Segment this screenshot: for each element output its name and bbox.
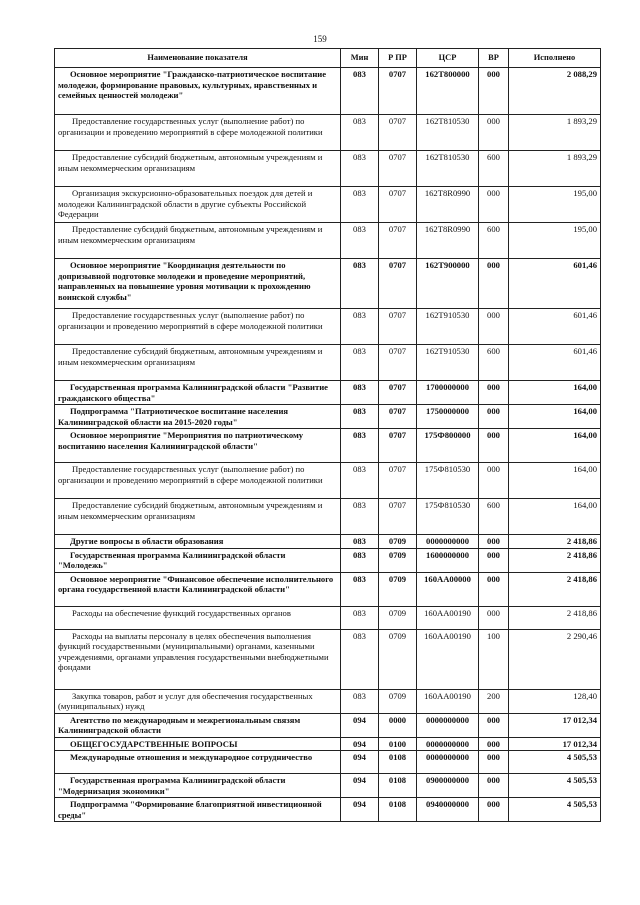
row-min: 083 [341,629,379,689]
row-name: Расходы на выплаты персоналу в целях обеспечения выполнения функций государственными (муниципальными) органами, казенными учреждениями, органами управления государственными внебюджетными фондами [55,629,341,689]
row-name: Закупка товаров, работ и услуг для обеспечения государственных (муниципальных) нужд [55,689,341,713]
row-vr: 000 [479,463,509,499]
table-row [55,737,601,751]
row-name: Основное мероприятие "Мероприятия по патриотическому воспитанию населения Калининградской области" [55,429,341,463]
row-value: 601,46 [509,259,601,309]
table-row [55,751,601,774]
row-min: 083 [341,187,379,223]
row-min: 083 [341,223,379,259]
row-vr: 000 [479,381,509,405]
row-rpr: 0707 [379,259,417,309]
row-min: 083 [341,429,379,463]
row-name: Государственная программа Калининградской области "Развитие гражданского общества" [55,381,341,405]
row-vr: 000 [479,751,509,774]
row-min: 083 [341,151,379,187]
header-row [55,49,601,68]
row-min: 083 [341,259,379,309]
row-name: Предоставление субсидий бюджетным, автономным учреждениям и иным некоммерческим организациям [55,345,341,381]
row-value: 17 012,34 [509,737,601,751]
row-csr: 160АА00190 [417,606,479,629]
row-rpr: 0709 [379,535,417,549]
row-vr: 000 [479,713,509,737]
table-row [55,381,601,405]
row-min: 083 [341,405,379,429]
row-name: Другие вопросы в области образования [55,535,341,549]
table-row [55,535,601,549]
row-value: 128,40 [509,689,601,713]
row-min: 083 [341,548,379,572]
row-csr: 162Т900000 [417,259,479,309]
row-name: Международные отношения и международное сотрудничество [55,751,341,774]
row-vr: 100 [479,629,509,689]
row-rpr: 0707 [379,345,417,381]
row-rpr: 0707 [379,187,417,223]
row-min: 083 [341,463,379,499]
row-vr: 600 [479,499,509,535]
row-min: 094 [341,751,379,774]
table-row [55,151,601,187]
row-value: 195,00 [509,223,601,259]
row-value: 2 088,29 [509,68,601,115]
row-value: 164,00 [509,381,601,405]
row-vr: 000 [479,259,509,309]
table-row [55,223,601,259]
row-csr: 162Т8R0990 [417,187,479,223]
table-row [55,429,601,463]
row-csr: 175Ф800000 [417,429,479,463]
row-rpr: 0108 [379,798,417,822]
row-csr: 0000000000 [417,535,479,549]
row-min: 083 [341,381,379,405]
row-name: Государственная программа Калининградской области "Молодежь" [55,548,341,572]
row-value: 601,46 [509,345,601,381]
row-min: 083 [341,535,379,549]
row-min: 083 [341,606,379,629]
row-min: 083 [341,689,379,713]
row-vr: 000 [479,309,509,345]
row-min: 083 [341,68,379,115]
row-name: Предоставление государственных услуг (выполнение работ) по организации и проведению мероприятий в сфере молодежной политики [55,463,341,499]
row-value: 2 418,86 [509,548,601,572]
row-csr: 0000000000 [417,751,479,774]
table-row [55,629,601,689]
row-min: 083 [341,499,379,535]
row-name: Основное мероприятие "Координация деятельности по допризывной подготовке молодежи и проведение мероприятий, направленных на повышение уровня мотивации к прохождению воинской службы" [55,259,341,309]
row-csr: 160АА00190 [417,689,479,713]
row-vr: 000 [479,535,509,549]
row-csr: 162Т810530 [417,115,479,151]
row-value: 2 418,86 [509,606,601,629]
row-value: 164,00 [509,463,601,499]
row-rpr: 0108 [379,774,417,798]
row-csr: 160АА00000 [417,572,479,606]
row-value: 1 893,29 [509,151,601,187]
row-csr: 162Т800000 [417,68,479,115]
table-row [55,463,601,499]
row-rpr: 0707 [379,309,417,345]
row-name: Основное мероприятие "Финансовое обеспечение исполнительного органа государственной власти Калининградской области" [55,572,341,606]
header-csr: ЦСР [417,49,479,68]
table-row [55,548,601,572]
row-vr: 600 [479,345,509,381]
header-rpr: Р ПР [379,49,417,68]
row-value: 164,00 [509,405,601,429]
table-row [55,689,601,713]
header-name: Наименование показателя [55,49,341,68]
row-csr: 0000000000 [417,713,479,737]
page-number: 159 [313,34,327,44]
row-vr: 000 [479,68,509,115]
row-rpr: 0709 [379,689,417,713]
row-rpr: 0709 [379,629,417,689]
row-name: Предоставление государственных услуг (выполнение работ) по организации и проведению мероприятий в сфере молодежной политики [55,309,341,345]
budget-table [54,48,601,822]
row-csr: 162Т8R0990 [417,223,479,259]
table-row [55,309,601,345]
row-vr: 000 [479,737,509,751]
row-name: Предоставление субсидий бюджетным, автономным учреждениям и иным некоммерческим организациям [55,499,341,535]
row-csr: 175Ф810530 [417,463,479,499]
row-name: Предоставление субсидий бюджетным, автономным учреждениям и иным некоммерческим организациям [55,223,341,259]
row-rpr: 0707 [379,429,417,463]
row-rpr: 0709 [379,548,417,572]
row-min: 083 [341,115,379,151]
row-csr: 162Т910530 [417,345,479,381]
row-rpr: 0707 [379,223,417,259]
row-vr: 000 [479,187,509,223]
row-csr: 162Т810530 [417,151,479,187]
row-csr: 162Т910530 [417,309,479,345]
row-rpr: 0707 [379,115,417,151]
row-name: Подпрограмма "Патриотическое воспитание населения Калининградской области на 2015-2020 годы" [55,405,341,429]
row-name: Предоставление субсидий бюджетным, автономным учреждениям и иным некоммерческим организациям [55,151,341,187]
row-min: 094 [341,774,379,798]
row-vr: 000 [479,548,509,572]
header-min: Мин [341,49,379,68]
row-vr: 600 [479,151,509,187]
row-rpr: 0707 [379,68,417,115]
row-csr: 0000000000 [417,737,479,751]
row-csr: 1750000000 [417,405,479,429]
row-rpr: 0707 [379,151,417,187]
row-csr: 1700000000 [417,381,479,405]
row-name: Предоставление государственных услуг (выполнение работ) по организации и проведению мероприятий в сфере молодежной политики [55,115,341,151]
row-value: 1 893,29 [509,115,601,151]
row-rpr: 0709 [379,606,417,629]
row-rpr: 0108 [379,751,417,774]
row-csr: 0900000000 [417,774,479,798]
row-value: 164,00 [509,499,601,535]
row-vr: 200 [479,689,509,713]
table-row [55,68,601,115]
header-vr: ВР [479,49,509,68]
row-csr: 0940000000 [417,798,479,822]
row-vr: 000 [479,405,509,429]
table-row [55,774,601,798]
row-name: Организация экскурсионно-образовательных поездок для детей и молодежи Калининградской области в другие субъекты Российской Федерации [55,187,341,223]
row-min: 083 [341,309,379,345]
row-name: Подпрограмма "Формирование благоприятной инвестиционной среды" [55,798,341,822]
row-csr: 175Ф810530 [417,499,479,535]
row-rpr: 0707 [379,463,417,499]
row-value: 2 290,46 [509,629,601,689]
row-min: 094 [341,798,379,822]
row-csr: 160АА00190 [417,629,479,689]
table-row [55,187,601,223]
row-rpr: 0707 [379,381,417,405]
row-vr: 000 [479,429,509,463]
row-value: 17 012,34 [509,713,601,737]
table-row [55,499,601,535]
row-name: Основное мероприятие "Гражданско-патриотическое воспитание молодежи, формирование правовых, культурных, нравственных и семейных ценностей молодежи" [55,68,341,115]
row-value: 2 418,86 [509,535,601,549]
row-value: 2 418,86 [509,572,601,606]
row-vr: 000 [479,572,509,606]
header-value: Исполнено [509,49,601,68]
row-vr: 000 [479,774,509,798]
row-rpr: 0709 [379,572,417,606]
row-vr: 000 [479,115,509,151]
row-rpr: 0000 [379,713,417,737]
row-min: 094 [341,737,379,751]
table-row [55,345,601,381]
row-name: Государственная программа Калининградской области "Модернизация экономики" [55,774,341,798]
row-value: 4 505,53 [509,798,601,822]
row-vr: 600 [479,223,509,259]
row-name: Расходы на обеспечение функций государственных органов [55,606,341,629]
row-value: 4 505,53 [509,774,601,798]
row-rpr: 0100 [379,737,417,751]
row-value: 4 505,53 [509,751,601,774]
row-rpr: 0707 [379,405,417,429]
table-row [55,798,601,822]
table-row [55,713,601,737]
row-min: 083 [341,345,379,381]
table-row [55,606,601,629]
row-value: 601,46 [509,309,601,345]
table-row [55,115,601,151]
row-name: Агентство по международным и межрегиональным связям Калининградской области [55,713,341,737]
row-vr: 000 [479,798,509,822]
table-row [55,405,601,429]
table-row [55,259,601,309]
row-name: ОБЩЕГОСУДАРСТВЕННЫЕ ВОПРОСЫ [55,737,341,751]
row-value: 195,00 [509,187,601,223]
row-value: 164,00 [509,429,601,463]
row-rpr: 0707 [379,499,417,535]
row-vr: 000 [479,606,509,629]
row-min: 094 [341,713,379,737]
row-min: 083 [341,572,379,606]
table-row [55,572,601,606]
row-csr: 1600000000 [417,548,479,572]
